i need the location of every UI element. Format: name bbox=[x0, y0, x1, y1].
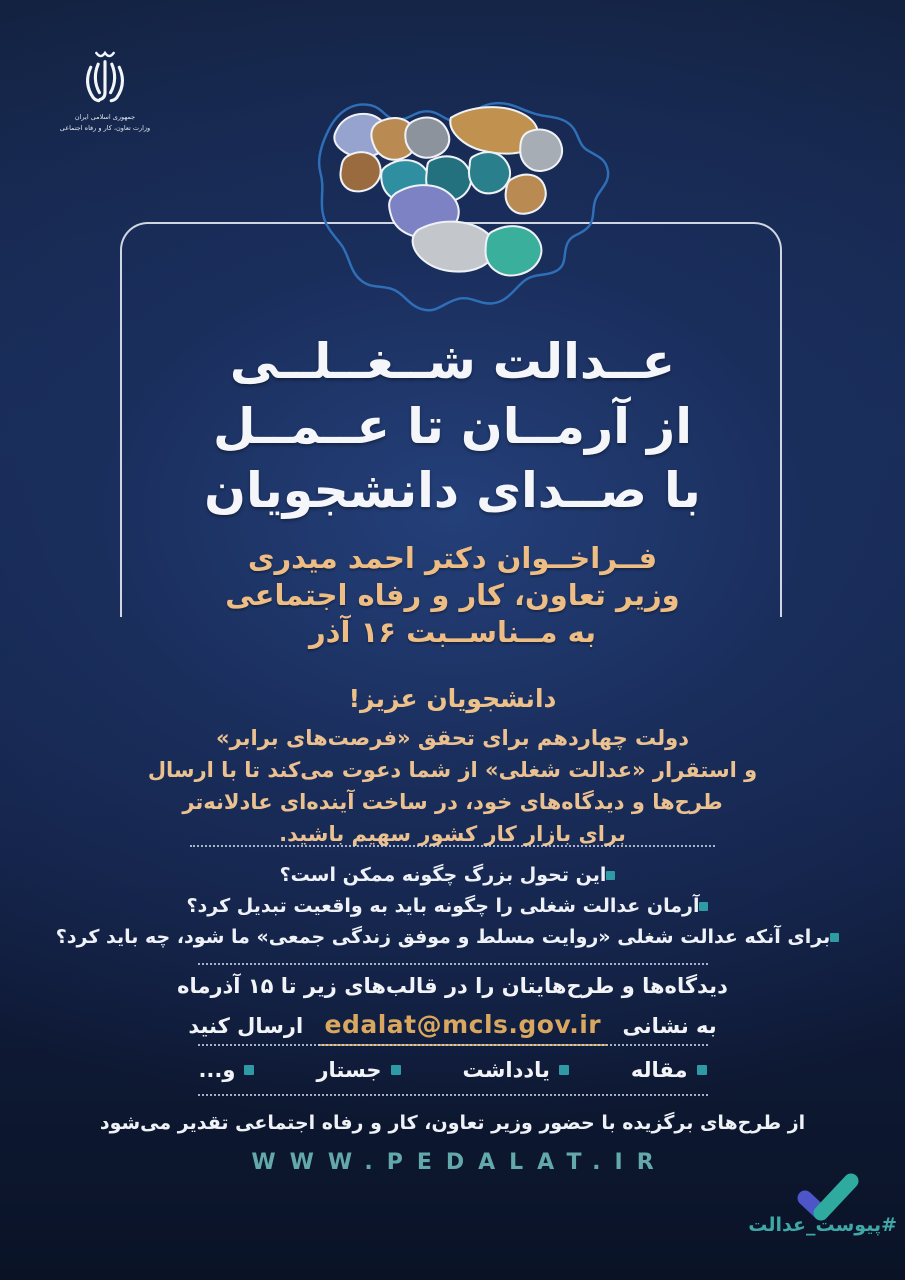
iran-map-icon bbox=[298, 58, 614, 314]
submission-line-1: دیدگاه‌ها و طرح‌هایتان را در قالب‌های زیر تا ۱۵ آذرماه bbox=[177, 974, 728, 998]
iran-map-collage bbox=[298, 58, 614, 314]
question-item bbox=[0, 860, 905, 891]
org-name-line1: جمهوری اسلامی ایران bbox=[74, 113, 136, 121]
submission-block bbox=[0, 974, 905, 1046]
questions-list bbox=[0, 860, 905, 952]
ministry-emblem-block bbox=[50, 46, 160, 134]
subtitle-line-2: وزیر تعاون، کار و رفاه اجتماعی bbox=[225, 578, 680, 613]
formats-row bbox=[0, 1058, 905, 1082]
format-item bbox=[198, 1058, 254, 1082]
dotted-divider bbox=[198, 1094, 708, 1096]
title-line-1: عــدالت شــغــلــی bbox=[229, 333, 676, 390]
dotted-divider bbox=[198, 1044, 708, 1046]
question-text: برای آنکه عدالت شغلی «روایت مسلط و موفق زندگی جمعی» ما شود، چه باید کرد؟ bbox=[55, 925, 831, 948]
poster-title bbox=[0, 330, 905, 524]
square-bullet-icon bbox=[559, 1065, 569, 1075]
square-bullet-icon bbox=[391, 1065, 401, 1075]
subtitle-line-1: فــراخــوان دکتر احمد میدری bbox=[247, 541, 658, 575]
website-url: WWW.PEDALAT.IR bbox=[251, 1150, 668, 1175]
format-label: یادداشت bbox=[462, 1058, 550, 1082]
subtitle-line-3: به مــناســبت ۱۶ آذر bbox=[308, 615, 597, 650]
square-bullet-icon bbox=[699, 902, 708, 911]
format-label: و... bbox=[198, 1058, 236, 1082]
title-line-3: با صــدای دانشجویان bbox=[204, 462, 701, 520]
question-item bbox=[0, 922, 905, 953]
submission-line-2 bbox=[0, 1010, 905, 1046]
dotted-divider bbox=[190, 845, 715, 847]
message-line: دولت چهاردهم برای تحقق «فرصت‌های برابر» bbox=[216, 726, 689, 750]
dotted-divider bbox=[198, 963, 708, 965]
question-item bbox=[0, 891, 905, 922]
format-item bbox=[316, 1058, 400, 1082]
message-line: و استقرار «عدالت شغلی» از شما دعوت می‌کند تا با ارسال bbox=[147, 757, 758, 782]
format-item bbox=[463, 1058, 569, 1082]
footer-note: از طرح‌های برگزیده با حضور وزیر تعاون، کار و رفاه اجتماعی تقدیر می‌شود bbox=[99, 1112, 806, 1134]
square-bullet-icon bbox=[244, 1065, 254, 1075]
submission-suffix: ارسال کنید bbox=[188, 1014, 304, 1038]
submission-email: edalat@mcls.gov.ir bbox=[318, 1010, 607, 1046]
invitation-message bbox=[0, 684, 905, 851]
square-bullet-icon bbox=[830, 933, 839, 942]
submission-prefix: به نشانی bbox=[622, 1014, 717, 1038]
message-line: طرح‌ها و دیدگاه‌های خود، در ساخت آینده‌ای عادلانه‌تر bbox=[182, 789, 723, 814]
format-label: مقاله bbox=[630, 1058, 688, 1082]
format-label: جستار bbox=[316, 1058, 382, 1082]
message-heading: دانشجویان عزیز! bbox=[348, 684, 557, 713]
allah-emblem-icon bbox=[74, 46, 136, 112]
format-item bbox=[631, 1058, 707, 1082]
question-text: این تحول بزرگ چگونه ممکن است؟ bbox=[279, 864, 607, 886]
question-text: آرمان عدالت شغلی را چگونه باید به واقعیت تبدیل کرد؟ bbox=[186, 894, 700, 917]
square-bullet-icon bbox=[606, 871, 615, 880]
title-line-2: از آرمــان تا عــمــل bbox=[212, 397, 693, 455]
campaign-hashtag: #پیوست_عدالت bbox=[748, 1214, 897, 1236]
square-bullet-icon bbox=[697, 1065, 707, 1075]
org-name-line2: وزارت تعاون، کار و رفاه اجتماعی bbox=[59, 124, 151, 133]
message-line: برای بازار کار کشور سهیم باشید. bbox=[279, 821, 626, 846]
